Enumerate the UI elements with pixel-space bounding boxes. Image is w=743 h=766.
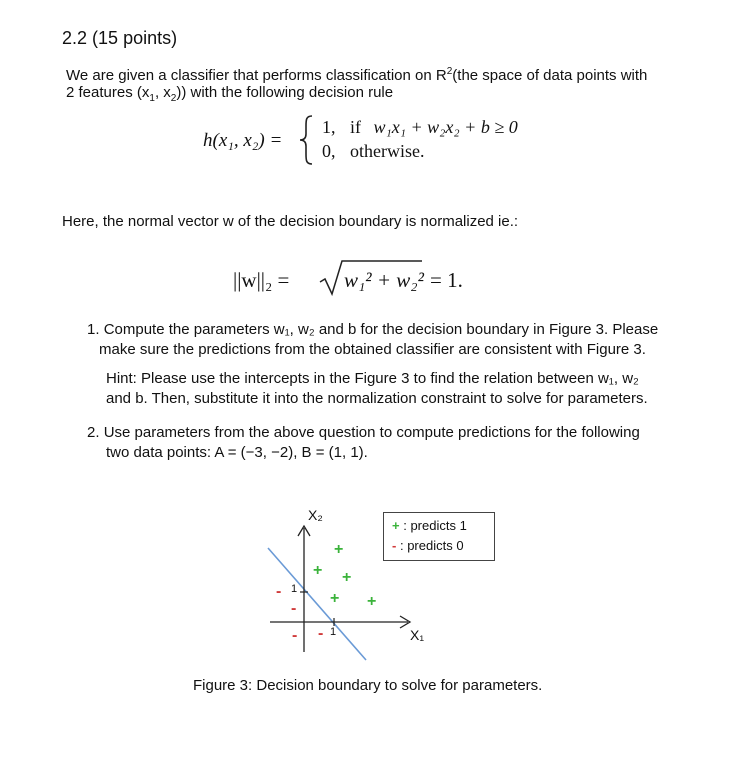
- plus-marker: +: [367, 593, 377, 610]
- plus-marker: +: [342, 569, 352, 586]
- y-tick-label: 1: [291, 583, 298, 595]
- q1-text-1: Compute the parameters w₁, w₂ and b for the decision boundary in Figure 3. Please: [103, 321, 659, 338]
- norm-rhs: = 1.: [430, 268, 463, 292]
- question-1-line-2: make sure the predictions from the obtained classifier are consistent with Figure 3.: [99, 341, 646, 358]
- hint-line-2: and b. Then, substitute it into the normalization constraint to solve for parameters.: [106, 390, 648, 407]
- legend-plus-symbol: +: [392, 518, 400, 533]
- norm-intro: Here, the normal vector w of the decision boundary is normalized ie.:: [62, 213, 519, 230]
- intro-sub-1: 1: [149, 93, 155, 104]
- legend-row-minus: [392, 538, 464, 553]
- figure-caption: Figure 3: Decision boundary to solve for parameters.: [193, 677, 543, 694]
- norm-radicand: w₁² + w₂²: [344, 268, 424, 292]
- intro-sub-2: 2: [170, 93, 177, 104]
- minus-marker: -: [291, 600, 297, 617]
- q2-number: 2.: [87, 424, 100, 441]
- question-2-line-2: two data points: A = (−3, −2), B = (1, 1).: [106, 444, 368, 461]
- minus-marker: -: [276, 583, 282, 600]
- intro-text-end: )) with the following decision rule: [176, 84, 394, 101]
- q1-number: 1.: [87, 321, 100, 338]
- norm-lhs: ||w||₂ =: [233, 268, 290, 292]
- legend-row-plus: [392, 518, 467, 533]
- x-axis-label: X₁: [410, 627, 425, 643]
- case2-value: 0,: [322, 141, 336, 161]
- plus-marker: +: [330, 590, 340, 607]
- hint-line-1: Hint: Please use the intercepts in the Figure 3 to find the relation between w₁, w₂: [106, 370, 639, 387]
- rule-lhs: h(x₁, x₂) =: [203, 130, 283, 151]
- minus-marker: -: [318, 625, 324, 642]
- intro-text-mid: , x: [154, 84, 171, 101]
- case2-condition: otherwise.: [350, 141, 425, 161]
- figure-legend: [383, 512, 495, 561]
- y-axis-label: X₂: [308, 507, 323, 523]
- x-tick-label: 1: [330, 626, 337, 638]
- legend-minus-symbol: -: [392, 538, 397, 553]
- legend-plus-text: : predicts 1: [403, 518, 467, 533]
- plus-marker: +: [334, 541, 344, 558]
- plus-marker: +: [313, 562, 323, 579]
- section-points: (15 points): [92, 28, 178, 48]
- intro-text-2: 2 features (x: [66, 84, 150, 101]
- intro-text: We are given a classifier that performs classification on R: [66, 67, 447, 84]
- case1-condition: w₁x₁ + w₂x₂ + b ≥ 0: [373, 117, 518, 137]
- minus-marker: -: [292, 627, 298, 644]
- case1-value: 1,: [322, 117, 336, 137]
- case1-if: if: [350, 117, 361, 137]
- intro-text-post: (the space of data points with: [452, 67, 648, 84]
- legend-minus-text: : predicts 0: [399, 538, 464, 553]
- section-number: 2.2: [62, 28, 88, 48]
- q2-text-1: Use parameters from the above question to compute predictions for the following: [103, 424, 640, 441]
- intro-superscript: 2: [446, 66, 453, 77]
